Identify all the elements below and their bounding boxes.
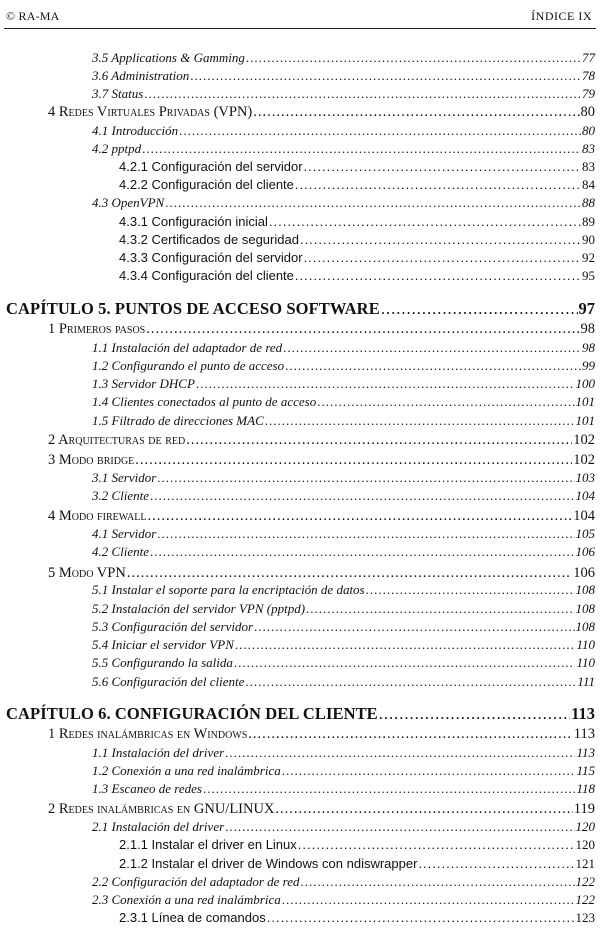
dot-leader <box>190 67 581 85</box>
toc-subsubsection <box>119 836 595 854</box>
page-number: 118 <box>576 781 595 796</box>
dot-leader <box>234 654 576 672</box>
dot-leader <box>248 725 572 743</box>
entry-title: 1.5 Filtrado de direcciones MAC <box>92 413 264 428</box>
page-number: 92 <box>582 250 595 265</box>
dot-leader <box>144 85 581 103</box>
page-number: 123 <box>575 910 595 925</box>
header-rule <box>4 28 596 29</box>
page-number: 78 <box>582 68 595 83</box>
dot-leader <box>127 564 572 582</box>
dot-leader <box>186 431 572 449</box>
page-number: 89 <box>582 214 595 229</box>
toc-subsubsection <box>119 249 595 267</box>
page-number: 99 <box>582 358 595 373</box>
toc-section <box>48 320 595 338</box>
entry-title: 1 Redes inalámbricas en Windows <box>48 726 248 742</box>
entry-title: 1.1 Instalación del driver <box>92 745 225 760</box>
toc-subsection <box>92 487 595 505</box>
entry-title: 3 Modo bridge <box>48 452 135 468</box>
dot-leader <box>148 507 573 525</box>
entry-title: 4.1 Introducción <box>92 123 179 138</box>
dot-leader <box>379 705 570 723</box>
entry-title: 1.1 Instalación del adaptador de red <box>92 340 283 355</box>
entry-title: 1 Primeros pasos <box>48 321 146 337</box>
dot-leader <box>246 49 581 67</box>
entry-title: 1.4 Clientes conectados al punto de acceso <box>92 394 317 409</box>
toc-subsection <box>92 618 595 636</box>
dot-leader <box>304 249 581 267</box>
dot-leader <box>282 891 575 909</box>
toc-subsubsection <box>119 231 595 249</box>
entry-title: 2 Redes inalámbricas en GNU/LINUX <box>48 801 275 817</box>
toc-subsubsection <box>119 176 595 194</box>
toc-subsection <box>92 744 595 762</box>
toc-subsection <box>92 194 595 212</box>
entry-title: 4 Modo firewall <box>48 508 147 524</box>
page-number: 115 <box>576 763 595 778</box>
entry-title: 3.2 Cliente <box>92 488 150 503</box>
dot-leader <box>150 543 574 561</box>
dot-leader <box>366 581 575 599</box>
toc-subsection <box>92 525 595 543</box>
dot-leader <box>265 412 575 430</box>
dot-leader <box>298 836 575 854</box>
dot-leader <box>146 320 579 338</box>
toc-subsection <box>92 600 595 618</box>
dot-leader <box>306 600 574 618</box>
page-number: 121 <box>575 856 595 871</box>
page-number: 95 <box>582 268 595 283</box>
page-number: 106 <box>575 544 595 559</box>
toc-subsection <box>92 891 595 909</box>
toc-subsection <box>92 673 595 691</box>
toc-subsubsection <box>119 213 595 231</box>
dot-leader <box>275 800 572 818</box>
dot-leader <box>135 451 572 469</box>
entry-title: 2.3 Conexión a una red inalámbrica <box>92 892 281 907</box>
dot-leader <box>150 487 574 505</box>
entry-title: 4.3.1 Configuración inicial <box>119 214 268 229</box>
toc-subsection <box>92 762 595 780</box>
toc-subsubsection <box>119 267 595 285</box>
entry-title: 2.1.1 Instalar el driver en Linux <box>119 837 297 852</box>
page-number: 79 <box>582 86 595 101</box>
page-number: 108 <box>575 582 595 597</box>
page-number: 98 <box>580 321 595 337</box>
page-number: 98 <box>582 340 595 355</box>
page-number: 113 <box>576 745 595 760</box>
page-number: 122 <box>575 892 595 907</box>
toc-section <box>48 431 595 449</box>
page-header <box>0 0 600 34</box>
entry-title: 1.3 Escaneo de redes <box>92 781 202 796</box>
entry-title: 5 Modo VPN <box>48 565 126 581</box>
page-number: 83 <box>582 141 595 156</box>
toc-subsubsection <box>119 158 595 176</box>
page-number: 100 <box>575 376 595 391</box>
toc-subsection <box>92 636 595 654</box>
page-number: 102 <box>573 432 595 448</box>
page-number: 88 <box>582 195 595 210</box>
toc-subsection <box>92 393 595 411</box>
entry-title: 1.2 Configurando el punto de acceso <box>92 358 285 373</box>
dot-leader <box>225 744 575 762</box>
page-number: 108 <box>575 601 595 616</box>
toc-subsection <box>92 339 595 357</box>
page-number: 102 <box>573 452 595 468</box>
toc-subsection <box>92 49 595 67</box>
page-number: 113 <box>571 704 595 723</box>
toc-subsection <box>92 122 595 140</box>
page-number: 113 <box>573 726 595 742</box>
page-number: 104 <box>573 508 595 524</box>
page-number: 84 <box>582 177 595 192</box>
dot-leader <box>295 267 581 285</box>
entry-title: 4 Redes Virtuales Privadas (VPN) <box>48 104 253 120</box>
page-number: 105 <box>575 526 595 541</box>
page-number: 106 <box>573 565 595 581</box>
dot-leader <box>300 231 581 249</box>
toc-subsection <box>92 67 595 85</box>
entry-title: 4.2.1 Configuración del servidor <box>119 159 303 174</box>
dot-leader <box>157 525 574 543</box>
toc-subsection <box>92 357 595 375</box>
toc-section <box>48 725 595 743</box>
entry-title: 3.5 Applications & Gamming <box>92 50 245 65</box>
dot-leader <box>285 357 581 375</box>
page-number: 122 <box>575 874 595 889</box>
page-number: 104 <box>575 488 595 503</box>
page-number: 111 <box>577 674 595 689</box>
entry-title: 1.3 Servidor DHCP <box>92 376 195 391</box>
entry-title: 2.2 Configuración del adaptador de red <box>92 874 300 889</box>
toc-subsection <box>92 412 595 430</box>
toc-subsection <box>92 469 595 487</box>
dot-leader <box>179 122 581 140</box>
toc-subsection <box>92 375 595 393</box>
toc-subsection <box>92 85 595 103</box>
dot-leader <box>254 618 574 636</box>
dot-leader <box>304 158 581 176</box>
publisher-mark: © RA-MA <box>6 9 60 23</box>
entry-title: 2.1 Instalación del driver <box>92 819 225 834</box>
page-number: 77 <box>582 50 595 65</box>
entry-title: 5.5 Configurando la salida <box>92 655 233 670</box>
page-number: 110 <box>576 637 595 652</box>
dot-leader <box>301 873 575 891</box>
entry-title: 5.4 Iniciar el servidor VPN <box>92 637 234 652</box>
toc-subsection <box>92 818 595 836</box>
toc-chapter <box>6 705 595 723</box>
entry-title: 4.3.2 Certificados de seguridad <box>119 232 299 247</box>
dot-leader <box>317 393 574 411</box>
dot-leader <box>381 300 578 318</box>
page-number: 97 <box>578 299 595 318</box>
dot-leader <box>245 673 576 691</box>
page-number: 120 <box>575 819 595 834</box>
toc-subsection <box>92 654 595 672</box>
toc-section <box>48 103 595 121</box>
toc-subsection <box>92 543 595 561</box>
toc-section <box>48 507 595 525</box>
dot-leader <box>225 818 574 836</box>
running-title: ÍNDICE IX <box>531 9 592 23</box>
entry-title: 4.1 Servidor <box>92 526 157 541</box>
page-number: 90 <box>582 232 595 247</box>
dot-leader <box>165 194 581 212</box>
dot-leader <box>295 176 581 194</box>
entry-title: 3.1 Servidor <box>92 470 157 485</box>
entry-title: 5.2 Instalación del servidor VPN (pptpd) <box>92 601 306 616</box>
page-number: 103 <box>575 470 595 485</box>
toc-section <box>48 800 595 818</box>
dot-leader <box>235 636 576 654</box>
dot-leader <box>267 909 575 927</box>
dot-leader <box>283 339 581 357</box>
entry-title: 5.6 Configuración del cliente <box>92 674 245 689</box>
page-number: 80 <box>582 123 595 138</box>
toc-subsubsection <box>119 909 595 927</box>
entry-title: 4.2 pptpd <box>92 141 142 156</box>
toc-section <box>48 451 595 469</box>
entry-title: 1.2 Conexión a una red inalámbrica <box>92 763 281 778</box>
dot-leader <box>157 469 574 487</box>
entry-title: 4.3 OpenVPN <box>92 195 165 210</box>
dot-leader <box>142 140 581 158</box>
page-number: 120 <box>575 837 595 852</box>
entry-title: 5.1 Instalar el soporte para la encriptación de datos <box>92 582 365 597</box>
entry-title: 2.1.2 Instalar el driver de Windows con ndiswrapper <box>119 856 418 871</box>
entry-title: 3.7 Status <box>92 86 144 101</box>
entry-title: 4.2 Cliente <box>92 544 150 559</box>
toc-subsection <box>92 140 595 158</box>
dot-leader <box>418 855 574 873</box>
entry-title: 2 Arquitecturas de red <box>48 432 186 448</box>
toc-chapter <box>6 300 595 318</box>
page-number: 119 <box>573 801 595 817</box>
entry-title: CAPÍTULO 6. CONFIGURACIÓN DEL CLIENTE <box>6 704 378 723</box>
entry-title: 2.3.1 Línea de comandos <box>119 910 266 925</box>
dot-leader <box>196 375 575 393</box>
toc-subsection <box>92 581 595 599</box>
page-number: 83 <box>582 159 595 174</box>
page-number: 101 <box>575 394 595 409</box>
dot-leader <box>269 213 581 231</box>
entry-title: 4.3.4 Configuración del cliente <box>119 268 294 283</box>
entry-title: 4.3.3 Configuración del servidor <box>119 250 303 265</box>
page-number: 110 <box>576 655 595 670</box>
entry-title: 3.6 Administration <box>92 68 190 83</box>
page-number: 108 <box>575 619 595 634</box>
dot-leader <box>282 762 576 780</box>
toc-section <box>48 564 595 582</box>
toc-subsubsection <box>119 855 595 873</box>
entry-title: 4.2.2 Configuración del cliente <box>119 177 294 192</box>
dot-leader <box>203 780 575 798</box>
toc-subsection <box>92 780 595 798</box>
entry-title: 5.3 Configuración del servidor <box>92 619 254 634</box>
page-number: 101 <box>575 413 595 428</box>
page-number: 80 <box>580 104 595 120</box>
toc-subsection <box>92 873 595 891</box>
entry-title: CAPÍTULO 5. PUNTOS DE ACCESO SOFTWARE <box>6 299 380 318</box>
dot-leader <box>253 103 579 121</box>
